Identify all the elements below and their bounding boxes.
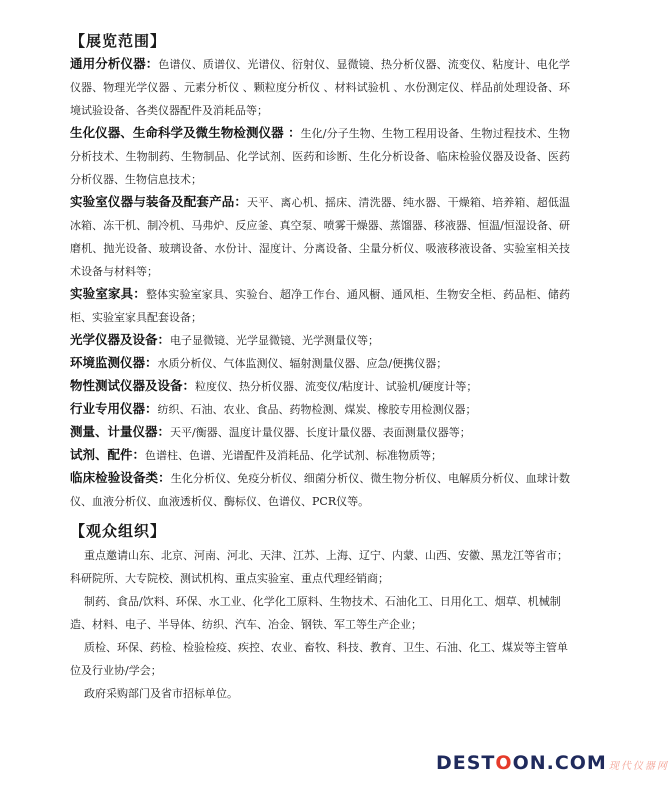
- entry-text: 色谱柱、色谱、光谱配件及消耗品、化学试剂、标准物质等；: [145, 449, 443, 462]
- entry-text: 生化分析仪、免疫分析仪、细菌分析仪、微生物分析仪、电解质分析仪、血球计数仪、血液分析仪、血液透析仪、酶标仪、色谱仪、PCR仪等。: [70, 472, 570, 508]
- exhibition-entry: [70, 52, 570, 122]
- entry-label: 生化仪器、生命科学及微生物检测仪器 ：: [70, 125, 301, 140]
- exhibition-entry: [70, 282, 570, 329]
- entry-text: 电子显微镜、光学显微镜、光学测量仪等；: [170, 334, 380, 347]
- entry-text: 天平、离心机、摇床、清洗器、纯水器、干燥箱、培养箱、超低温冰箱、冻干机、制冷机、马弗炉、反应釜、真空泵、喷雾干燥器、蒸馏器、移液器、恒温/恒湿设备、研磨机、抛光设备、玻璃设备、水份计、湿度计、分离设备、尘量分析仪、吸液移液设备、实验室相关技术设备与材料等；: [70, 196, 570, 278]
- audience-paragraph: 制药、食品/饮料、环保、水工业、化学化工原料、生物技术、石油化工、日用化工、烟草、机械制造、材料、电子、半导体、纺织、汽车、冶金、钢铁、军工等生产企业；: [70, 595, 561, 631]
- exhibition-entry: [70, 374, 570, 398]
- watermark-text: 现代仪器网: [608, 761, 669, 772]
- entry-label: 光学仪器及设备：: [70, 332, 171, 347]
- destoon-logo: [436, 752, 669, 774]
- audience-paragraph: 质检、环保、药检、检验检疫、疾控、农业、畜牧、科技、教育、卫生、石油、化工、煤炭等主管单位及行业协/学会；: [70, 641, 568, 677]
- entry-text: 生化/分子生物、生物工程用设备、生物过程技术、生物分析技术、生物制药、生物制品、化学试剂、医药和诊断、生化分析设备、临床检验仪器及设备、医药分析仪器、生物信息技术；: [70, 127, 570, 186]
- entry-text: 粒度仪、热分析仪器、流变仪/粘度计、试验机/硬度计等；: [195, 380, 478, 393]
- entry-text: 纺织、石油、农业、食品、药物检测、煤炭、橡胶专用检测仪器；: [157, 403, 477, 416]
- exhibition-entry: [70, 397, 570, 421]
- exhibition-section-title: 【展览范围】: [70, 32, 167, 50]
- entry-label: 环境监测仪器：: [70, 355, 158, 370]
- exhibition-entry: [70, 121, 570, 191]
- audience-paragraph: 政府采购部门及省市招标单位。: [84, 687, 238, 700]
- audience-section-title: 【观众组织】: [70, 522, 167, 540]
- entry-label: 试剂、配件：: [70, 447, 146, 462]
- entry-text: 整体实验室家具、实验台、超净工作台、通风橱、通风柜、生物安全柜、药品柜、储药柜、实验室家具配套设备；: [70, 288, 570, 324]
- exhibition-entry: [70, 190, 570, 283]
- audience-paragraph: 重点邀请山东、北京、河南、河北、天津、江苏、上海、辽宁、内蒙、山西、安徽、黑龙江等省市；科研院所、大专院校、测试机构、重点实验室、重点代理经销商；: [70, 549, 568, 585]
- exhibition-entry: [70, 466, 570, 513]
- logo-o-icon: O: [495, 752, 513, 774]
- entry-text: 色谱仪、质谱仪、光谱仪、衍射仪、显微镜、热分析仪器、流变仪、粘度计、电化学仪器、物理光学仪器 、元素分析仪 、颗粒度分析仪 、材料试验机 、水份测定仪、样品前处理设备、环境试验设备、各类仪器配件及消耗品等；: [70, 58, 570, 117]
- entry-label: 实验室仪器与装备及配套产品：: [70, 194, 247, 209]
- logo-suffix: ON.COM: [512, 752, 607, 774]
- entry-label: 行业专用仪器：: [70, 401, 158, 416]
- entry-label: 临床检验设备类：: [70, 470, 171, 485]
- entry-label: 通用分析仪器：: [70, 56, 159, 71]
- exhibition-entry: [70, 351, 570, 375]
- entry-label: 实验室家具：: [70, 286, 146, 301]
- entry-text: 天平/衡器、温度计量仪器、长度计量仪器、表面测量仪器等；: [170, 426, 471, 439]
- entry-label: 物性测试仪器及设备：: [70, 378, 196, 393]
- exhibition-entry: [70, 420, 570, 444]
- entry-text: 水质分析仪、气体监测仪、辐射测量仪器、应急/便携仪器；: [157, 357, 448, 370]
- entry-label: 测量、计量仪器：: [70, 424, 171, 439]
- exhibition-entry: [70, 328, 570, 352]
- logo-prefix: DEST: [436, 752, 496, 774]
- exhibition-entry: [70, 443, 570, 467]
